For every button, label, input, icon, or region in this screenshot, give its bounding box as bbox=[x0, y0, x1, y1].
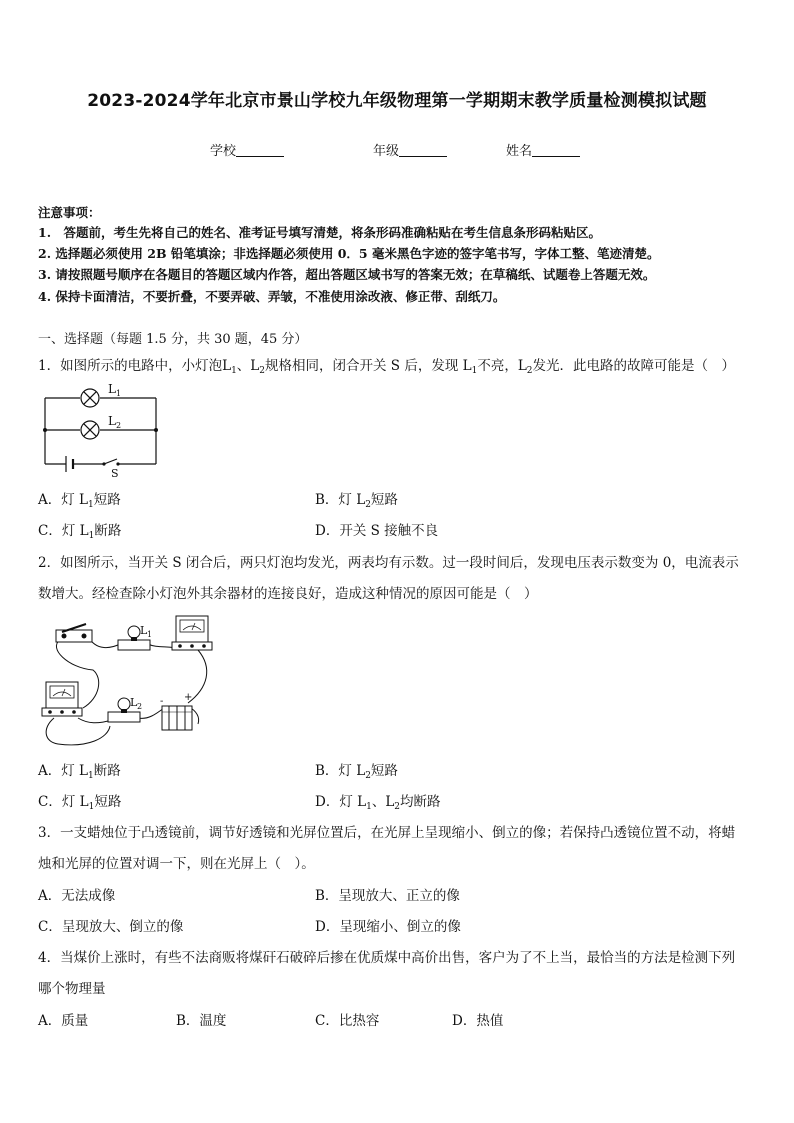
name-field bbox=[506, 140, 580, 159]
circuit-diagram-1 bbox=[38, 378, 168, 480]
q3-option-d[interactable]: D．呈现缩小、倒立的像 bbox=[315, 919, 461, 935]
q1-option-c[interactable]: C．灯 $L_1$断路 bbox=[38, 523, 122, 541]
q4-option-d[interactable]: D．热值 bbox=[452, 1013, 504, 1029]
battery-icon bbox=[162, 706, 192, 730]
note-item: 1. 答题前，考生先将自己的姓名、准考证号填写清楚，将条形码准确粘贴在考生信息条形码粘贴区。 bbox=[38, 225, 602, 240]
question-2-stem-line2: 数增大。经检查除小灯泡外其余器材的连接良好，造成这种情况的原因可能是（ ） bbox=[38, 586, 538, 602]
label-plus: + bbox=[184, 692, 193, 703]
q3-option-a[interactable]: A．无法成像 bbox=[38, 888, 116, 904]
grade-blank[interactable] bbox=[399, 143, 447, 157]
svg-text:1: 1 bbox=[116, 389, 122, 398]
label-l1: L bbox=[108, 382, 116, 396]
q2-option-b[interactable]: B．灯 $L_2$短路 bbox=[315, 763, 398, 781]
label-l1: L bbox=[140, 624, 148, 637]
note-item: 2. 选择题必须使用 2B 铅笔填涂；非选择题必须使用 0．5 毫米黑色字迹的签字笔书写，字体工整、笔迹清楚。 bbox=[38, 246, 660, 261]
voltmeter-icon bbox=[172, 616, 212, 650]
question-1-stem: 1．如图所示的电路中，小灯泡$L_1$、$L_2$规格相同，闭合开关 S 后，发现 $L_1$不亮，$L_2$发光．此电路的故障可能是（ ） bbox=[38, 358, 736, 376]
page-title: 2023-2024学年北京市景山学校九年级物理第一学期期末教学质量检测模拟试题 bbox=[87, 91, 707, 111]
svg-text:2: 2 bbox=[116, 421, 122, 430]
section-heading: 一、选择题（每题 1.5 分，共 30 题，45 分） bbox=[38, 332, 308, 347]
ammeter-icon bbox=[42, 682, 82, 716]
lamp-l1-icon bbox=[81, 389, 99, 407]
question-2-stem-line1: 2．如图所示，当开关 S 闭合后，两只灯泡均发光，两表均有示数。过一段时间后，发现电压表示数变为 0，电流表示 bbox=[38, 555, 739, 571]
label-l2: L bbox=[130, 696, 138, 709]
name-blank[interactable] bbox=[532, 143, 580, 157]
lamp-l2-icon bbox=[81, 421, 99, 439]
switch-icon bbox=[56, 624, 92, 642]
q1-option-a[interactable]: A．灯 $L_1$短路 bbox=[38, 492, 121, 510]
school-blank[interactable] bbox=[236, 143, 284, 157]
q4-option-b[interactable]: B．温度 bbox=[176, 1013, 227, 1029]
svg-text:2: 2 bbox=[137, 702, 143, 711]
question-3-stem-line2: 烛和光屏的位置对调一下，则在光屏上（ ）。 bbox=[38, 856, 315, 872]
circuit-diagram-2 bbox=[38, 608, 218, 748]
q2-option-a[interactable]: A．灯 $L_1$断路 bbox=[38, 763, 121, 781]
q4-option-c[interactable]: C．比热容 bbox=[315, 1013, 380, 1029]
svg-text:1: 1 bbox=[147, 630, 153, 639]
label-minus: - bbox=[160, 696, 164, 707]
name-label: 姓名 bbox=[506, 144, 533, 159]
label-l2: L bbox=[108, 414, 116, 428]
note-item: 3. 请按照题号顺序在各题目的答题区域内作答，超出答题区域书写的答案无效；在草稿纸、试题卷上答题无效。 bbox=[38, 267, 656, 282]
notes-title: 注意事项： bbox=[38, 205, 101, 220]
question-4-stem-line1: 4．当煤价上涨时，有些不法商贩将煤矸石破碎后掺在优质煤中高价出售，客户为了不上当，最恰当的方法是检测下列 bbox=[38, 950, 736, 966]
q3-option-c[interactable]: C．呈现放大、倒立的像 bbox=[38, 919, 184, 935]
school-field bbox=[210, 140, 284, 159]
q2-option-c[interactable]: C．灯 $L_1$短路 bbox=[38, 794, 122, 812]
q1-option-d[interactable]: D．开关 S 接触不良 bbox=[315, 523, 439, 539]
grade-label: 年级 bbox=[373, 144, 400, 159]
q3-option-b[interactable]: B．呈现放大、正立的像 bbox=[315, 888, 460, 904]
q4-option-a[interactable]: A．质量 bbox=[38, 1013, 89, 1029]
grade-field bbox=[373, 140, 447, 159]
note-item: 4. 保持卡面清洁，不要折叠，不要弄破、弄皱，不准使用涂改液、修正带、刮纸刀。 bbox=[38, 289, 506, 304]
label-switch: S bbox=[111, 467, 119, 480]
school-label: 学校 bbox=[210, 144, 237, 159]
question-4-stem-line2: 哪个物理量 bbox=[38, 981, 106, 997]
question-3-stem-line1: 3．一支蜡烛位于凸透镜前，调节好透镜和光屏位置后，在光屏上呈现缩小、倒立的像；若保持凸透镜位置不动，将蜡 bbox=[38, 825, 736, 841]
q1-option-b[interactable]: B．灯 $L_2$短路 bbox=[315, 492, 398, 510]
q2-option-d[interactable]: D．灯 $L_1$、$L_2$均断路 bbox=[315, 794, 441, 812]
